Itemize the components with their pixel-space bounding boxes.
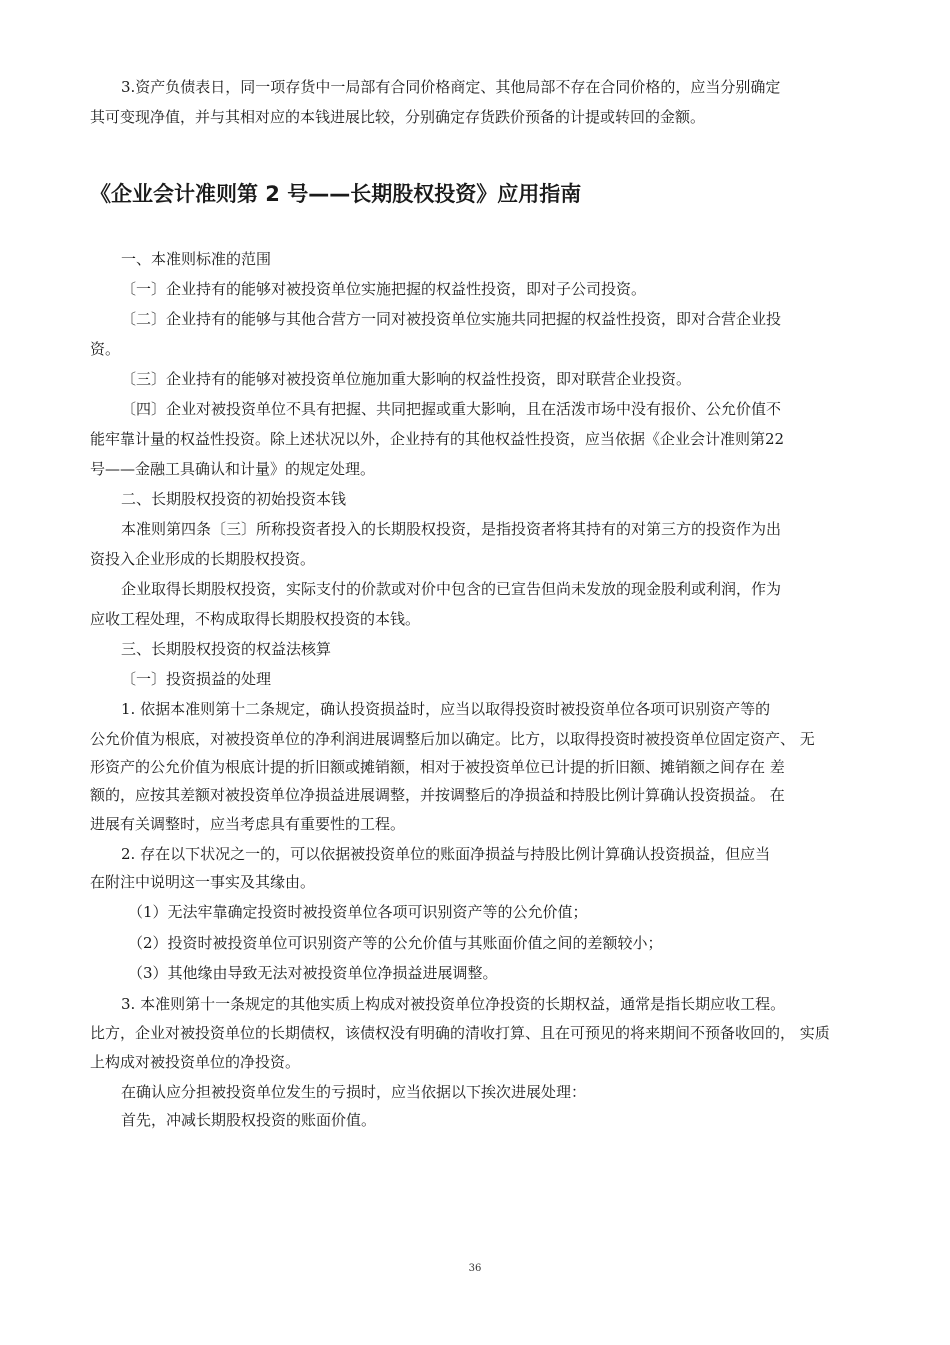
paragraph-line: 比方，企业对被投资单位的长期债权，该债权没有明确的清收打算、且在可预见的将来期间不预备收回的， 实质 [90,1024,830,1042]
paragraph-line: 资投入企业形成的长期股权投资。 [90,550,316,568]
list-item: （1）无法牢靠确定投资时被投资单位各项可识别资产等的公允价值； [128,903,588,921]
paragraph-line: 其可变现净值，并与其相对应的本钱进展比较，分别确定存货跌价预备的计提或转回的金额。 [90,108,706,126]
list-item: （3）其他缘由导致无法对被投资单位净损益进展调整。 [128,964,498,982]
paragraph-line: 资。 [90,340,121,358]
paragraph-line: 上构成对被投资单位的净投资。 [90,1053,301,1071]
paragraph-line: 号——金融工具确认和计量》的规定处理。 [90,460,376,478]
paragraph-line: 进展有关调整时，应当考虑具有重要性的工程。 [90,815,406,833]
section-heading: 三、长期股权投资的权益法核算 [121,640,332,658]
list-item: 〔二〕企业持有的能够与其他合营方一同对被投资单位实施共同把握的权益性投资，即对合营企业投 [121,310,782,328]
paragraph-line: 本准则第四条〔三〕所称投资者投入的长期股权投资，是指投资者将其持有的对第三方的投资作为出 [121,520,782,538]
paragraph-line: 3. 本准则第十一条规定的其他实质上构成对被投资单位净投资的长期权益，通常是指长期应收工程。 [121,995,786,1013]
section-heading: 一、本准则标准的范围 [121,250,272,268]
list-item: 〔三〕企业持有的能够对被投资单位施加重大影响的权益性投资，即对联营企业投资。 [121,370,692,388]
section-title: 《企业会计准则第 2 号——长期股权投资》应用指南 [90,182,582,206]
paragraph-line: 在确认应分担被投资单位发生的亏损时，应当依据以下挨次进展处理： [121,1083,587,1101]
paragraph-line: 在附注中说明这一事实及其缘由。 [90,873,316,891]
paragraph-line: 额的，应按其差额对被投资单位净损益进展调整，并按调整后的净损益和持股比例计算确认投资损益。 在 [90,786,785,804]
paragraph-line: 能牢靠计量的权益性投资。除上述状况以外，企业持有的其他权益性投资，应当依据《企业会计准则第22 [90,430,785,448]
subsection-heading: 〔一〕投资损益的处理 [121,670,272,688]
paragraph-line: 应收工程处理，不构成取得长期股权投资的本钱。 [90,610,421,628]
page-number: 36 [468,1263,482,1274]
paragraph-line: 首先，冲减长期股权投资的账面价值。 [121,1111,377,1129]
paragraph-line: 公允价值为根底，对被投资单位的净利润进展调整后加以确定。比方，以取得投资时被投资单位固定资产、 无 [90,730,815,748]
paragraph-line: 3.资产负债表日，同一项存货中一局部有合同价格商定、其他局部不存在合同价格的，应当分别确定 [121,78,781,96]
list-item: 〔四〕企业对被投资单位不具有把握、共同把握或重大影响，且在活泼市场中没有报价、公允价值不 [121,400,782,418]
paragraph-line: 形资产的公允价值为根底计提的折旧额或摊销额，相对于被投资单位已计提的折旧额、摊销额之间存在 差 [90,758,785,776]
paragraph-line: 1. 依据本准则第十二条规定，确认投资损益时，应当以取得投资时被投资单位各项可识别资产等的 [121,700,771,718]
section-heading: 二、长期股权投资的初始投资本钱 [121,490,347,508]
paragraph-line: 企业取得长期股权投资，实际支付的价款或对价中包含的已宣告但尚未发放的现金股利或利润，作为 [121,580,782,598]
paragraph-line: 2. 存在以下状况之一的，可以依据被投资单位的账面净损益与持股比例计算确认投资损益，但应当 [121,845,771,863]
list-item: （2）投资时被投资单位可识别资产等的公允价值与其账面价值之间的差额较小； [128,934,663,952]
list-item: 〔一〕企业持有的能够对被投资单位实施把握的权益性投资，即对子公司投资。 [121,280,647,298]
